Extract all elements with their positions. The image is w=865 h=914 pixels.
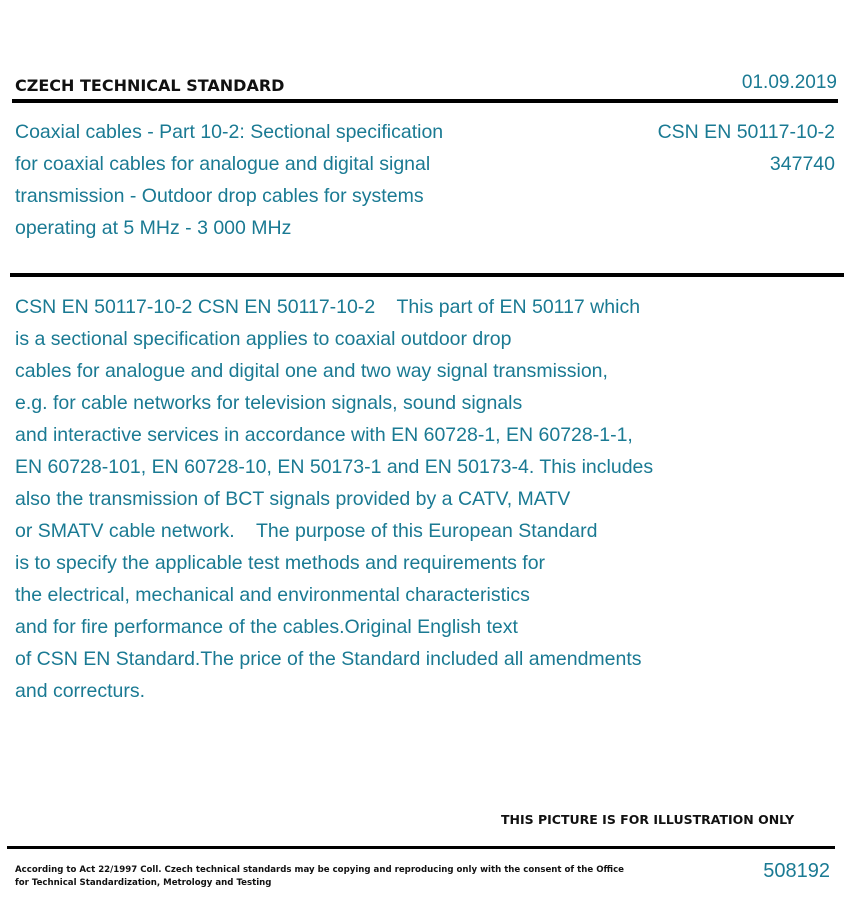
legal-notice-line: According to Act 22/1997 Coll. Czech technical standards may be copying and reproducing only with the consent of the Office (15, 865, 625, 875)
document-title-line: for coaxial cables for analogue and digital signal (15, 153, 431, 175)
illustration-notice: THIS PICTURE IS FOR ILLUSTRATION ONLY (501, 812, 795, 827)
header-title: CZECH TECHNICAL STANDARD (15, 76, 285, 95)
document-title (15, 116, 535, 244)
abstract-line: cables for analogue and digital one and two way signal transmission, (15, 360, 608, 382)
abstract-line: CSN EN 50117-10-2 CSN EN 50117-10-2 This part of EN 50117 which (15, 296, 641, 318)
document-title-line: operating at 5 MHz - 3 000 MHz (15, 217, 292, 239)
footer-divider (7, 846, 835, 849)
document-title-line: Coaxial cables - Part 10-2: Sectional specification (15, 121, 444, 143)
publication-date: 01.09.2019 (741, 72, 837, 93)
abstract-line: EN 60728-101, EN 60728-10, EN 50173-1 and EN 50173-4. This includes (15, 456, 654, 478)
abstract-text (15, 291, 775, 707)
catalog-number: 347740 (769, 153, 835, 175)
abstract-line: is to specify the applicable test methods and requirements for (15, 552, 546, 574)
standard-code: CSN EN 50117-10-2 (657, 121, 835, 143)
document-number: 508192 (763, 860, 830, 882)
abstract-line: and correcturs. (15, 680, 146, 702)
standard-identifiers (658, 116, 835, 180)
title-divider (10, 273, 844, 277)
abstract-line: the electrical, mechanical and environmental characteristics (15, 584, 530, 606)
abstract-line: e.g. for cable networks for television signals, sound signals (15, 392, 523, 414)
abstract-line: or SMATV cable network. The purpose of this European Standard (15, 520, 598, 542)
abstract-line: and for fire performance of the cables.Original English text (15, 616, 518, 638)
legal-notice-line: for Technical Standardization, Metrology and Testing (15, 878, 272, 888)
legal-notice (15, 864, 625, 890)
abstract-line: and interactive services in accordance with EN 60728-1, EN 60728-1-1, (15, 424, 633, 446)
document-title-line: transmission - Outdoor drop cables for systems (15, 185, 424, 207)
abstract-line: is a sectional specification applies to coaxial outdoor drop (15, 328, 512, 350)
header-divider (12, 99, 838, 103)
abstract-line: of CSN EN Standard.The price of the Standard included all amendments (15, 648, 642, 670)
abstract-line: also the transmission of BCT signals provided by a CATV, MATV (15, 488, 571, 510)
